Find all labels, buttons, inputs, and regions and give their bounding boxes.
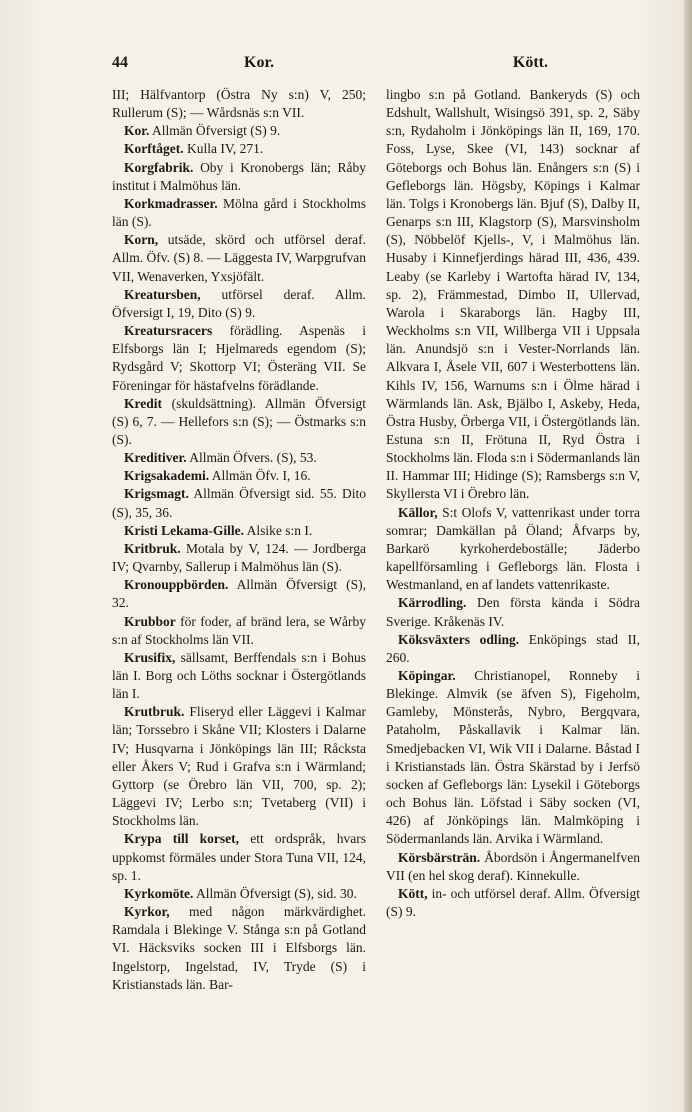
entry-text: Åbordsön i Ångermanelfven VII (en hel skog deraf). Kinnekulle. <box>386 849 641 883</box>
index-entry <box>112 467 366 485</box>
entry-headword: Kreatursracers <box>124 323 213 339</box>
entry-headword: Kreditiver. <box>124 450 187 466</box>
entry-text: (skuldsättning). Allmän Öfversigt (S) 6, 7. — Hellefors s:n (S); — Östmarks s:n (S). <box>112 395 367 447</box>
page-number: 44 <box>112 54 128 71</box>
entry-text: Oby i Kronobergs län; Råby institut i Malmöhus län. <box>112 159 367 193</box>
entry-headword: Krusifix, <box>124 649 176 665</box>
running-header <box>112 54 548 76</box>
entry-text: utförsel deraf. Allm. Öfversigt I, 19, Dito (S) 9. <box>112 286 366 320</box>
entry-headword: Korgfabrik. <box>124 159 194 175</box>
entry-text: Fliseryd eller Läggevi i Kalmar län; Torssebro i Skåne VII; Klosters i Dalarne IV; Husqvarna i Jönköpings län III; Råcksta eller Åkers V; Rud i Grafva s:n i Wärmland; Gyttorp (se Örebro län VII, 700, sp. 2); Läggevi IV; Lerbo s:n; Tvetaberg (VII) i Stockholms län. <box>112 704 366 829</box>
index-entry <box>386 667 640 849</box>
entry-headword: Köksväxters odling. <box>398 631 520 647</box>
entry-headword: Krutbruk. <box>124 704 185 720</box>
index-entry <box>112 576 366 612</box>
entry-text: förädling. Aspenäs i Elfsborgs län I; Hjelmareds egendom (S); Rydsgård V; Skottorp VI; Österäng VII. Se Föreningar för hästafvelns förädlande. <box>112 323 366 393</box>
index-entry <box>112 885 366 903</box>
entry-text: Allmän Öfversigt (S) 9. <box>152 123 281 139</box>
entry-text: för foder, af bränd lera, se Wårby s:n af Stockholms län VII. <box>112 613 366 647</box>
entry-headword: Kött, <box>398 885 428 901</box>
index-entry <box>112 86 366 122</box>
entry-headword: Kärrodling. <box>398 595 467 611</box>
entry-headword: Korn, <box>124 232 159 248</box>
entry-headword: Korftåget. <box>124 141 184 157</box>
index-entry <box>386 631 640 667</box>
entry-headword: Körsbärsträn. <box>398 849 481 865</box>
index-entry <box>386 504 640 595</box>
entry-headword: Krypa till korset, <box>124 831 240 847</box>
index-entry <box>386 849 640 885</box>
entry-headword: Kredit <box>124 395 162 411</box>
index-entry <box>112 449 366 467</box>
entry-text: ett ordspråk, hvars uppkomst förmäles under Stora Tuna VII, 124, sp. 1. <box>112 831 366 883</box>
entry-text: sällsamt, Berffendals s:n i Bohus län I. Borg och Löths socknar i Östergötlands län I. <box>112 649 366 702</box>
index-entry <box>112 703 366 830</box>
index-entry <box>112 286 366 322</box>
index-entry <box>112 195 366 231</box>
entry-text: utsäde, skörd och utförsel deraf. Allm. Öfv. (S) 8. — Läggesta IV, Warpgrufvan VII, Wenaverken, Yxsjöfält. <box>112 232 366 284</box>
entry-text: lingbo s:n på Gotland. Bankeryds (S) och Edshult, Wallshult, Wisingsö 391, sp. 2, Säby s:n, Rydaholm i Jönköpings län II, 169, 170. Foss, Lyse, Skee (VI, 143) socknar af Göteborgs och Bohus län. Enångers s:n (S) i Gefleborgs län. Högsby, Köpings i Kalmar län. Tolgs i Kronobergs län. Bjuf (S), Dalby II, Genarps s:n III, Klagstorp (S), Marsvinsholm (S), Nöbbelöf Kjells-, V, i Malmöhus län. Husaby i Kinnefjerdings härad III, 436, 439. Leaby (se Karleby i Wartofta härad IV, 134, sp. 2), Främmestad, Dimbo II, Ullervad, Warola i Skaraborgs län. Hagby III, Weckholms s:n VII, Willberga VII i Uppsala län. Anundsjö s:n i Vester-Norrlands län. Alkvara I, Åsele VII, 607 i Westerbottens län. Kihls IV, 156, Warnums s:n i Ölme härad i Wärmlands län. Ask, Bjälbo I, Askeby, Heda, Östra Husby, Örberga VII, i Östergötlands län. Estuna s:n II, Frötuna II, Ryd Östra i Stockholms län. Floda s:n i Södermanlands län II. Hammar III; Hidinge (S); Ramsbergs s:n V, Skyllersta VI i Örebro län. <box>386 87 640 502</box>
entry-headword: Kristi Lekama-Gille. <box>124 522 244 538</box>
entry-text: Allmän Öfvers. (S), 53. <box>189 450 317 466</box>
entry-text: Allmän Öfv. I, 16. <box>211 468 311 484</box>
entry-text: Enköpings stad II, 260. <box>386 631 640 665</box>
left-column <box>112 86 366 994</box>
entry-headword: Kreatursben, <box>124 286 201 302</box>
entry-headword: Kor. <box>124 123 150 139</box>
index-entry <box>112 522 366 540</box>
header-keyword-right: Kött. <box>512 54 548 71</box>
index-entry <box>112 231 366 285</box>
entry-text: Christianopel, Ronneby i Blekinge. Almvik (se äfven S), Figeholm, Gamleby, Mönsterås, Nybro, Bergqvara, Pataholm, Påskallavik i Kalmar län. Smedjebacken VI, Wik VII i Dalarne. Båstad I i Kristianstads län. Östra Skärstad by i Jerfsö socken af Gefleborgs län: Lysekil i Göteborgs och Bohus län. Löfstad i Säby socken (VI, 426) af Jönköpings län. Malmköping i Södermanlands län. Arvika i Wärmland. <box>386 668 640 847</box>
entry-text: S:t Olofs V, vattenrikast under torra somrar; Damkällan på Öland; Åfvarps by, Barkarö kyrkoherdeboställe; Jäderbo kapellförsamling i Gefleborgs län. Flosta i Westmanland, en af landets vattenrikaste. <box>386 504 640 593</box>
entry-headword: Krubbor <box>124 613 176 629</box>
entry-headword: Kronouppbörden. <box>124 577 229 593</box>
index-entry <box>112 122 366 140</box>
index-entry <box>112 613 366 649</box>
entry-headword: Källor, <box>398 504 438 520</box>
page-spine-edge <box>684 0 692 1112</box>
entry-text: in- och utförsel deraf. Allm. Öfversigt (S) 9. <box>386 885 640 920</box>
header-keyword-left: Kor. <box>244 54 275 71</box>
index-entry <box>112 395 366 449</box>
entry-text: Allmän Öfversigt (S), sid. 30. <box>196 885 357 901</box>
entry-headword: Köpingar. <box>398 668 456 683</box>
right-column <box>386 86 640 921</box>
entry-headword: Kyrkomöte. <box>124 885 194 901</box>
index-entry <box>112 159 366 195</box>
entry-text: Den första kända i Södra Sverige. Kråkenäs IV. <box>386 595 640 629</box>
entry-headword: Kritbruk. <box>124 540 181 556</box>
entry-headword: Korkmadrasser. <box>124 195 218 211</box>
entry-text: Motala by V, 124. — Jordberga IV; Qvarnby, Sallerup i Malmöhus län (S). <box>112 540 367 575</box>
index-entry <box>112 485 366 521</box>
index-entry <box>112 322 366 395</box>
index-entry <box>112 140 366 158</box>
entry-text: med någon märkvärdighet. Ramdala i Blekinge V. Stånga s:n på Gotland VI. Häcksviks socken III i Elfsborgs län. Ingelstorp, Ingelstad, IV, Tryde (S) i Kristianstads län. Bar- <box>112 904 366 992</box>
index-entry <box>386 885 640 921</box>
index-entry <box>386 594 640 630</box>
entry-text: III; Hälfvantorp (Östra Ny s:n) V, 250; Rullerum (S); — Wårdsnäs s:n VII. <box>112 87 366 121</box>
index-entry <box>112 903 366 994</box>
entry-text: Allmän Öfversigt sid. 55. Dito (S), 35, 36. <box>112 486 366 520</box>
entry-text: Allmän Öfversigt (S), 32. <box>112 577 366 611</box>
entry-headword: Kyrkor, <box>124 904 170 920</box>
entry-text: Mölna gård i Stockholms län (S). <box>112 195 366 230</box>
index-entry <box>112 540 366 576</box>
index-entry <box>112 649 366 703</box>
entry-text: Kulla IV, 271. <box>186 141 264 157</box>
entry-headword: Krigsmagt. <box>124 486 189 502</box>
entry-text: Alsike s:n I. <box>246 522 313 538</box>
index-entry <box>386 86 640 504</box>
index-entry <box>112 830 366 884</box>
entry-headword: Krigsakademi. <box>124 468 210 484</box>
